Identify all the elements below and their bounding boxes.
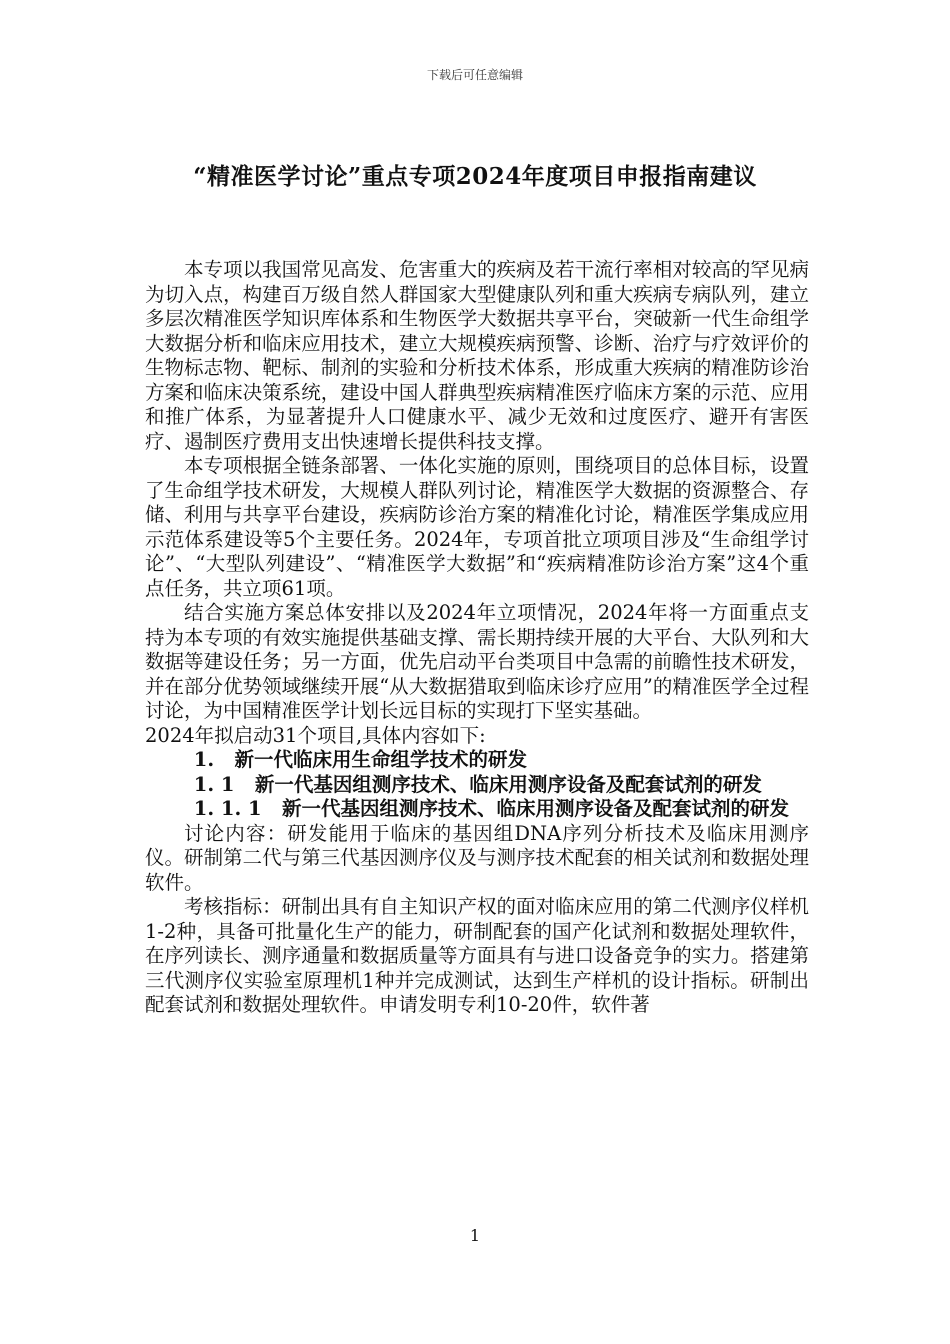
paragraph-plan: 结合实施方案总体安排以及2024年立项情况，2024年将一方面重点支持为本专项的有效实施提供基础支撑、需长期持续开展的大平台、大队列和大数据等建设任务；另一方面，优先启动平台类项目中急需的前瞻性技术研发，并在部分优势领域继续开展“从大数据猎取到临床诊疗应用”的精准医学全过程讨论，为中国精准医学计划长远目标的实现打下坚实基础。 (145, 601, 809, 722)
document-title: “精准医学讨论”重点专项2024年度项目申报指南建议 (193, 163, 757, 190)
page-number: 1 (469, 1226, 481, 1245)
document-body (145, 258, 809, 1018)
section-heading-1-1: 1. 1 新一代基因组测序技术、临床用测序设备及配套试剂的研发 (193, 772, 762, 796)
paragraph-projects: 2024年拟启动31个项目,具体内容如下: (145, 723, 486, 747)
page-header: 下载后可任意编辑 (426, 68, 523, 82)
section-heading-1-1-1: 1. 1. 1 新一代基因组测序技术、临床用测序设备及配套试剂的研发 (193, 797, 789, 820)
paragraph-research-content: 讨论内容：研发能用于临床的基因组DNA序列分析技术及临床用测序仪。研制第二代与第三代基因测序仪及与测序技术配套的相关试剂和数据处理软件。 (145, 821, 809, 894)
paragraph-assessment: 考核指标：研制出具有自主知识产权的面对临床应用的第二代测序仪样机1-2种，具备可批量化生产的能力，研制配套的国产化试剂和数据处理软件，在序列读长、测序通量和数据质量等方面具有与进口设备竞争的实力。搭建第三代测序仪实验室原理机1种并完成测试，达到生产样机的设计指标。研制出配套试剂和数据处理软件。申请发明专利10-20件，软件著 (145, 895, 809, 1016)
section-heading-1: 1. 新一代临床用生命组学技术的研发 (193, 748, 527, 771)
paragraph-tasks: 本专项根据全链条部署、一体化实施的原则，围绕项目的总体目标，设置了生命组学技术研发，大规模人群队列讨论，精准医学大数据的资源整合、存储、利用与共享平台建设，疾病防诊治方案的精准化讨论，精准医学集成应用示范体系建设等5个主要任务。2024年，专项首批立项项目涉及“生命组学讨论”、“大型队列建设”、“精准医学大数据”和“疾病精准防诊治方案”这4个重点任务，共立项61项。 (145, 454, 809, 600)
paragraph-intro: 本专项以我国常见高发、危害重大的疾病及若干流行率相对较高的罕见病为切入点，构建百万级自然人群国家大型健康队列和重大疾病专病队列，建立多层次精准医学知识库体系和生物医学大数据共享平台，突破新一代生命组学大数据分析和临床应用技术，建立大规模疾病预警、诊断、治疗与疗效评价的生物标志物、靶标、制剂的实验和分析技术体系，形成重大疾病的精准防诊治方案和临床决策系统，建设中国人群典型疾病精准医疗临床方案的示范、应用和推广体系，为显著提升人口健康水平、减少无效和过度医疗、避开有害医疗、遏制医疗费用支出快速增长提供科技支撑。 (145, 258, 809, 453)
